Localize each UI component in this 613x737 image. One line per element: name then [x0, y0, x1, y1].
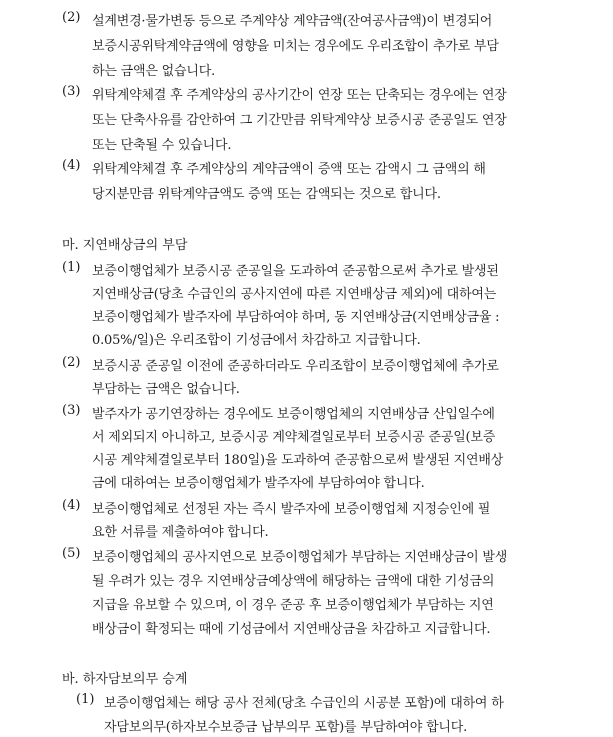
item-line: 배상금이 확정되는 때에 기성금에서 지연배상금을 차감하고 지급합니다.	[92, 622, 491, 637]
item-number: (3)	[62, 84, 81, 99]
item-line: 지급을 유보할 수 있으며, 이 경우 준공 후 보증이행업체가 부담하는 지연	[92, 598, 494, 613]
item-line: 하는 금액은 없습니다.	[92, 64, 216, 79]
item-line: 될 우려가 있는 경우 지연배상금예상액에 해당하는 금액에 대한 기성금의	[92, 574, 495, 589]
item-line: 서 제외되지 아니하고, 보증시공 계약체결일로부터 보증시공 준공일(보증	[92, 430, 496, 445]
item-line: 또는 단축될 수 있습니다.	[92, 138, 232, 153]
item-line: 요한 서류를 제출하여야 합니다.	[92, 525, 269, 540]
item-line: 금에 대하여는 보증이행업체가 발주자에 부담하여야 합니다.	[92, 476, 425, 491]
item-number: (4)	[62, 498, 81, 513]
item-line: 지연배상금(당초 수급인의 공사지연에 따른 지연배상금 제외)에 대하여는	[92, 287, 497, 302]
item-number: (1)	[62, 260, 81, 275]
item-line: 보증시공위탁계약금액에 영향을 미치는 경우에도 우리조합이 추가로 부담	[92, 39, 499, 54]
item-line: 당지분만큼 위탁계약금액도 증액 또는 감액되는 것으로 합니다.	[92, 187, 441, 202]
item-line: 보증이행업체의 공사지연으로 보증이행업체가 부담하는 지연배상금이 발생	[92, 550, 508, 565]
item-line: 발주자가 공기연장하는 경우에도 보증이행업체의 지연배상금 산입일수에	[92, 407, 495, 422]
item-line: 부담하는 금액은 없습니다.	[92, 382, 240, 397]
item-number: (1)	[76, 692, 95, 707]
item-line: 0.05%/일)은 우리조합이 기성금에서 차감하고 지급합니다.	[92, 333, 421, 348]
item-line: 또는 단축사유를 감안하여 그 기간만큼 위탁계약상 보증시공 준공일도 연장	[92, 113, 507, 128]
item-number: (3)	[62, 403, 81, 418]
item-number: (5)	[62, 546, 81, 561]
item-line: 보증이행업체가 보증시공 준공일을 도과하여 준공함으로써 추가로 발생된	[92, 264, 499, 279]
item-number: (4)	[62, 158, 81, 173]
item-line: 설계변경·물가변동 등으로 주계약상 계약금액(잔여공사금액)이 변경되어	[92, 14, 493, 29]
item-line: 보증이행업체가 발주자에 부담하여야 하며, 동 지연배상금(지연배상금율 :	[92, 310, 500, 325]
section-heading: 바. 하자담보의무 승계	[62, 672, 188, 687]
item-line: 시공 계약체결일로부터 180일)을 도과하여 준공함으로써 발생된 지연배상	[92, 453, 504, 468]
item-line: 보증시공 준공일 이전에 준공하더라도 우리조합이 보증이행업체에 추가로	[92, 359, 499, 374]
item-line: 위탁계약체결 후 주계약상의 계약금액이 증액 또는 감액시 그 금액의 해	[92, 162, 486, 177]
item-line: 보증이행업체는 해당 공사 전체(당초 수급인의 시공분 포함)에 대하여 하	[104, 696, 504, 711]
item-line: 위탁계약체결 후 주계약상의 공사기간이 연장 또는 단축되는 경우에는 연장	[92, 88, 507, 103]
item-line: 자담보의무(하자보수보증금 납부의무 포함)를 부담하여야 합니다.	[104, 720, 468, 735]
section-heading: 마. 지연배상금의 부담	[62, 238, 188, 253]
item-number: (2)	[62, 10, 81, 25]
item-line: 보증이행업체로 선정된 자는 즉시 발주자에 보증이행업체 지정승인에 필	[92, 502, 491, 517]
item-number: (2)	[62, 355, 81, 370]
